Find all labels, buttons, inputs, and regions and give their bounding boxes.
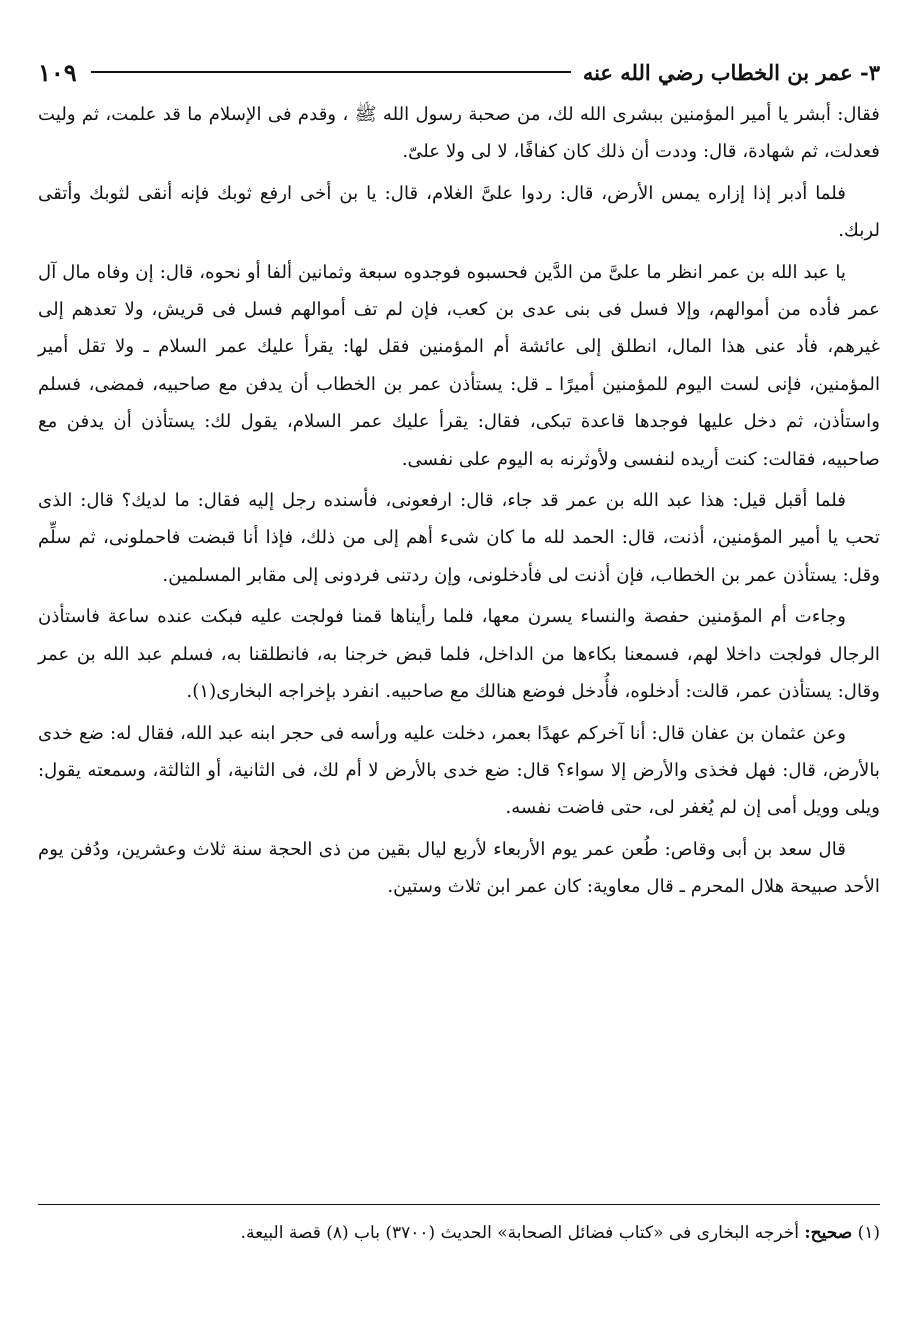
- footnote-marker: (١): [857, 1223, 880, 1243]
- paragraph-3: يا عبد الله بن عمر انظر ما علىَّ من الدَّين فحسبوه فوجدوه سبعة وثمانين ألفا أو نحوه، قال: إن وفاه مال آل عمر فأده من أموالهم، وإلا فسل فى بنى عدى بن كعب، فإن لم تف أموالهم فسل فى قريش، ولا تعدهم إلى غيرهم، فأد عنى هذا المال، انطلق إلى عائشة أم المؤمنين فقل لها: يقرأ عليك عمر السلام ـ ولا تقل أمير المؤمنين، فإنى لست اليوم للمؤمنين أميرًا ـ قل: يستأذن عمر بن الخطاب أن يدفن مع صاحبيه، فمضى، فسلم واستأذن، ثم دخل عليها فوجدها قاعدة تبكى، فقال: يقرأ عليك عمر السلام، يقول لك: يستأذن أن يدفن مع صاحبيه، فقالت: كنت أريده لنفسى ولأوثرنه به اليوم على نفسى.: [38, 261, 880, 470]
- footnote: [38, 1218, 880, 1248]
- paragraph-7: قال سعد بن أبى وقاص: طُعن عمر يوم الأربعاء لأربع ليال بقين من ذى الحجة سنة ثلاث وعشرين، ودُفن يوم الأحد صبيحة هلال المحرم ـ قال معاوية: كان عمر ابن ثلاث وستين.: [38, 838, 880, 898]
- page-body: [38, 96, 880, 906]
- header-divider: [91, 71, 571, 73]
- paragraph-4: فلما أقبل قيل: هذا عبد الله بن عمر قد جاء، قال: ارفعونى، فأسنده رجل إليه فقال: ما لديك؟ قال: الذى تحب يا أمير المؤمنين، أذنت، قال: الحمد لله ما كان شىء أهم إلى من ذلك، فإذا أنا قبضت فاحملونى، ثم سلِّم وقل: يستأذن عمر بن الخطاب، فإن أذنت لى فأدخلونى، وإن ردتنى فردونى إلى مقابر المسلمين.: [38, 490, 880, 586]
- page-header: [38, 52, 880, 92]
- footnote-divider: [38, 1204, 880, 1205]
- footnote-label: صحيح:: [804, 1223, 853, 1243]
- paragraph-6: وعن عثمان بن عفان قال: أنا آخركم عهدًا بعمر، دخلت عليه ورأسه فى حجر ابنه عبد الله، فقال له: ضع خدى بالأرض، قال: فهل فخذى والأرض إلا سواء؟ قال: ضع خدى بالأرض لا أم لك، فى الثانية، أو الثالثة، وسمعته يقول: ويلى وويل أمى إن لم يُغفر لى، حتى فاضت نفسه.: [38, 722, 880, 819]
- paragraph-1: فقال: أبشر يا أمير المؤمنين ببشرى الله لك، من صحبة رسول الله ﷺ ، وقدم فى الإسلام ما قد علمت، ثم وليت فعدلت، ثم شهادة، قال: وددت أن ذلك كان كفافًا، لا لى ولا علىّ.: [38, 104, 880, 163]
- chapter-title: ٣- عمر بن الخطاب رضي الله عنه: [582, 59, 880, 85]
- book-page: [38, 52, 880, 1292]
- paragraph-5: وجاءت أم المؤمنين حفصة والنساء يسرن معها، فلما رأيناها قمنا فولجت عليه فبكت عنده ساعة فاستأذن الرجال فولجت داخلا لهم، فسمعنا بكاءها من الداخل، فلما قبض خرجنا به، فانطلقنا به، فسلم عبد الله بن عمر وقال: يستأذن عمر، قالت: أدخلوه، فأُدخل فوضع هنالك مع صاحبيه. انفرد بإخراجه البخارى(١).: [38, 606, 880, 703]
- page-number: ١٠٩: [38, 57, 77, 87]
- paragraph-2: فلما أدبر إذا إزاره يمس الأرض، قال: ردوا علىَّ الغلام، قال: يا بن أخى ارفع ثوبك فإنه أنقى لثوبك وأتقى لربك.: [38, 182, 880, 242]
- footnote-text: أخرجه البخارى فى «كتاب فضائل الصحابة» الحديث (٣٧٠٠) باب (٨) قصة البيعة.: [240, 1223, 799, 1243]
